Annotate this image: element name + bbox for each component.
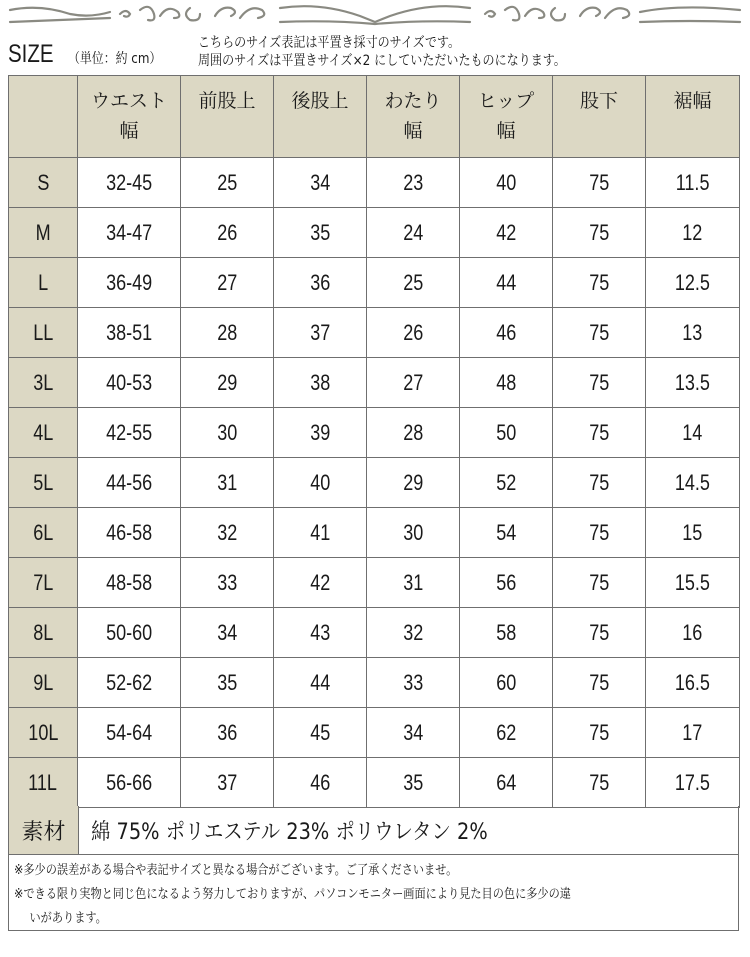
measurement-cell: 32-45 — [78, 158, 181, 208]
measurement-cell: 43 — [274, 608, 367, 658]
measurement-cell: 58 — [460, 608, 553, 658]
size-label-cell: S — [9, 158, 78, 208]
measurement-cell: 50-60 — [78, 608, 181, 658]
measurement-cell: 44-56 — [78, 458, 181, 508]
column-header-inseam: 股下 — [553, 76, 646, 158]
measurement-cell: 64 — [460, 758, 553, 808]
measurement-cell: 31 — [367, 558, 460, 608]
measurement-cell: 44 — [274, 658, 367, 708]
measurement-cell: 46 — [274, 758, 367, 808]
measurement-cell: 42-55 — [78, 408, 181, 458]
measurement-cell: 40-53 — [78, 358, 181, 408]
table-row — [9, 308, 740, 358]
measurement-cell: 42 — [274, 558, 367, 608]
table-row — [9, 508, 740, 558]
table-row — [9, 158, 740, 208]
measurement-cell: 32 — [367, 608, 460, 658]
measurement-cell: 39 — [274, 408, 367, 458]
table-row — [9, 658, 740, 708]
measurement-cell: 29 — [367, 458, 460, 508]
size-label-cell: M — [9, 208, 78, 258]
measurement-cell: 50 — [460, 408, 553, 458]
table-row — [9, 208, 740, 258]
column-header-back-rise: 後股上 — [274, 76, 367, 158]
measurement-cell: 75 — [553, 708, 646, 758]
measurement-cell: 75 — [553, 508, 646, 558]
measurement-note-line-2: 周囲のサイズは平置きサイズ×2 にしていただいたものになります。 — [198, 53, 566, 69]
table-row — [9, 258, 740, 308]
measurement-cell: 33 — [367, 658, 460, 708]
measurement-cell: 14 — [646, 408, 740, 458]
measurement-cell: 75 — [553, 558, 646, 608]
measurement-cell: 54 — [460, 508, 553, 558]
measurement-cell: 27 — [181, 258, 274, 308]
measurement-cell: 28 — [367, 408, 460, 458]
measurement-cell: 13.5 — [646, 358, 740, 408]
measurement-cell: 29 — [181, 358, 274, 408]
column-header-thigh: わたり 幅 — [367, 76, 460, 158]
measurement-cell: 46 — [460, 308, 553, 358]
measurement-cell: 12.5 — [646, 258, 740, 308]
disclaimer-note: いがあります。 — [29, 911, 107, 926]
measurement-cell: 30 — [367, 508, 460, 558]
table-row — [9, 458, 740, 508]
measurement-cell: 13 — [646, 308, 740, 358]
size-chart-header — [8, 34, 748, 74]
measurement-cell: 23 — [367, 158, 460, 208]
measurement-cell: 30 — [181, 408, 274, 458]
measurement-cell: 52 — [460, 458, 553, 508]
measurement-cell: 35 — [367, 758, 460, 808]
size-label-cell: L — [9, 258, 78, 308]
measurement-cell: 38-51 — [78, 308, 181, 358]
measurement-cell: 48-58 — [78, 558, 181, 608]
measurement-cell: 52-62 — [78, 658, 181, 708]
measurement-cell: 25 — [367, 258, 460, 308]
unit-label: （単位：約 cm） — [68, 51, 162, 67]
table-row — [9, 358, 740, 408]
measurement-cell: 56 — [460, 558, 553, 608]
disclaimer-note: ※多少の誤差がある場合や表記サイズと異なる場合がございます。ご了承くださいませ。 — [14, 863, 458, 878]
measurement-cell: 26 — [367, 308, 460, 358]
column-header-hip: ヒップ 幅 — [460, 76, 553, 158]
size-label-cell: 9L — [9, 658, 78, 708]
measurement-cell: 42 — [460, 208, 553, 258]
measurement-cell: 25 — [181, 158, 274, 208]
measurement-cell: 48 — [460, 358, 553, 408]
measurement-cell: 16 — [646, 608, 740, 658]
measurement-cell: 16.5 — [646, 658, 740, 708]
size-label-cell: 4L — [9, 408, 78, 458]
table-row — [9, 408, 740, 458]
table-row — [9, 558, 740, 608]
measurement-cell: 75 — [553, 258, 646, 308]
measurement-cell: 40 — [274, 458, 367, 508]
measurement-cell: 15.5 — [646, 558, 740, 608]
size-label-cell: 3L — [9, 358, 78, 408]
measurement-cell: 34 — [181, 608, 274, 658]
table-row — [9, 708, 740, 758]
measurement-cell: 17 — [646, 708, 740, 758]
measurement-cell: 36 — [274, 258, 367, 308]
measurement-cell: 60 — [460, 658, 553, 708]
column-header-hem: 裾幅 — [646, 76, 740, 158]
measurement-note — [198, 34, 566, 70]
measurement-cell: 11.5 — [646, 158, 740, 208]
measurement-cell: 31 — [181, 458, 274, 508]
measurement-cell: 27 — [367, 358, 460, 408]
table-header-row — [9, 76, 740, 158]
measurement-cell: 14.5 — [646, 458, 740, 508]
table-row — [9, 608, 740, 658]
column-header-size — [9, 76, 78, 158]
measurement-note-line-1: こちらのサイズ表記は平置き採寸のサイズです。 — [198, 35, 460, 51]
column-header-front-rise: 前股上 — [181, 76, 274, 158]
measurement-cell: 24 — [367, 208, 460, 258]
measurement-cell: 34 — [274, 158, 367, 208]
measurement-cell: 36 — [181, 708, 274, 758]
measurement-cell: 38 — [274, 358, 367, 408]
size-label-cell: LL — [9, 308, 78, 358]
measurement-cell: 17.5 — [646, 758, 740, 808]
measurement-cell: 41 — [274, 508, 367, 558]
measurement-cell: 75 — [553, 358, 646, 408]
measurement-cell: 54-64 — [78, 708, 181, 758]
size-label-cell: 6L — [9, 508, 78, 558]
size-table — [8, 75, 740, 808]
measurement-cell: 33 — [181, 558, 274, 608]
size-label-cell: 5L — [9, 458, 78, 508]
measurement-cell: 75 — [553, 758, 646, 808]
measurement-cell: 35 — [181, 658, 274, 708]
measurement-cell: 62 — [460, 708, 553, 758]
measurement-cell: 75 — [553, 158, 646, 208]
measurement-cell: 37 — [274, 308, 367, 358]
size-label-cell: 7L — [9, 558, 78, 608]
measurement-cell: 34-47 — [78, 208, 181, 258]
measurement-cell: 15 — [646, 508, 740, 558]
measurement-cell: 75 — [553, 658, 646, 708]
measurement-cell: 28 — [181, 308, 274, 358]
table-row — [9, 758, 740, 808]
material-row — [8, 806, 739, 855]
measurement-cell: 75 — [553, 308, 646, 358]
material-label: 素材 — [9, 806, 79, 854]
measurement-cell: 75 — [553, 458, 646, 508]
measurement-cell: 56-66 — [78, 758, 181, 808]
measurement-cell: 40 — [460, 158, 553, 208]
measurement-cell: 32 — [181, 508, 274, 558]
measurement-cell: 45 — [274, 708, 367, 758]
measurement-cell: 36-49 — [78, 258, 181, 308]
measurement-cell: 75 — [553, 408, 646, 458]
size-label-cell: 11L — [9, 758, 78, 808]
decorative-ornament-border — [0, 0, 750, 30]
measurement-cell: 75 — [553, 608, 646, 658]
column-header-waist: ウエスト 幅 — [78, 76, 181, 158]
measurement-cell: 26 — [181, 208, 274, 258]
disclaimer-notes — [8, 855, 739, 931]
measurement-cell: 46-58 — [78, 508, 181, 558]
measurement-cell: 34 — [367, 708, 460, 758]
material-value: 綿 75% ポリエステル 23% ポリウレタン 2% — [91, 819, 488, 845]
measurement-cell: 12 — [646, 208, 740, 258]
measurement-cell: 37 — [181, 758, 274, 808]
measurement-cell: 44 — [460, 258, 553, 308]
measurement-cell: 35 — [274, 208, 367, 258]
size-label-cell: 8L — [9, 608, 78, 658]
measurement-cell: 75 — [553, 208, 646, 258]
disclaimer-note: ※できる限り実物と同じ色になるよう努力しておりますが、パソコンモニター画面により見た目の色に多少の違 — [14, 887, 571, 902]
size-label-cell: 10L — [9, 708, 78, 758]
size-title: SIZE — [8, 40, 54, 68]
